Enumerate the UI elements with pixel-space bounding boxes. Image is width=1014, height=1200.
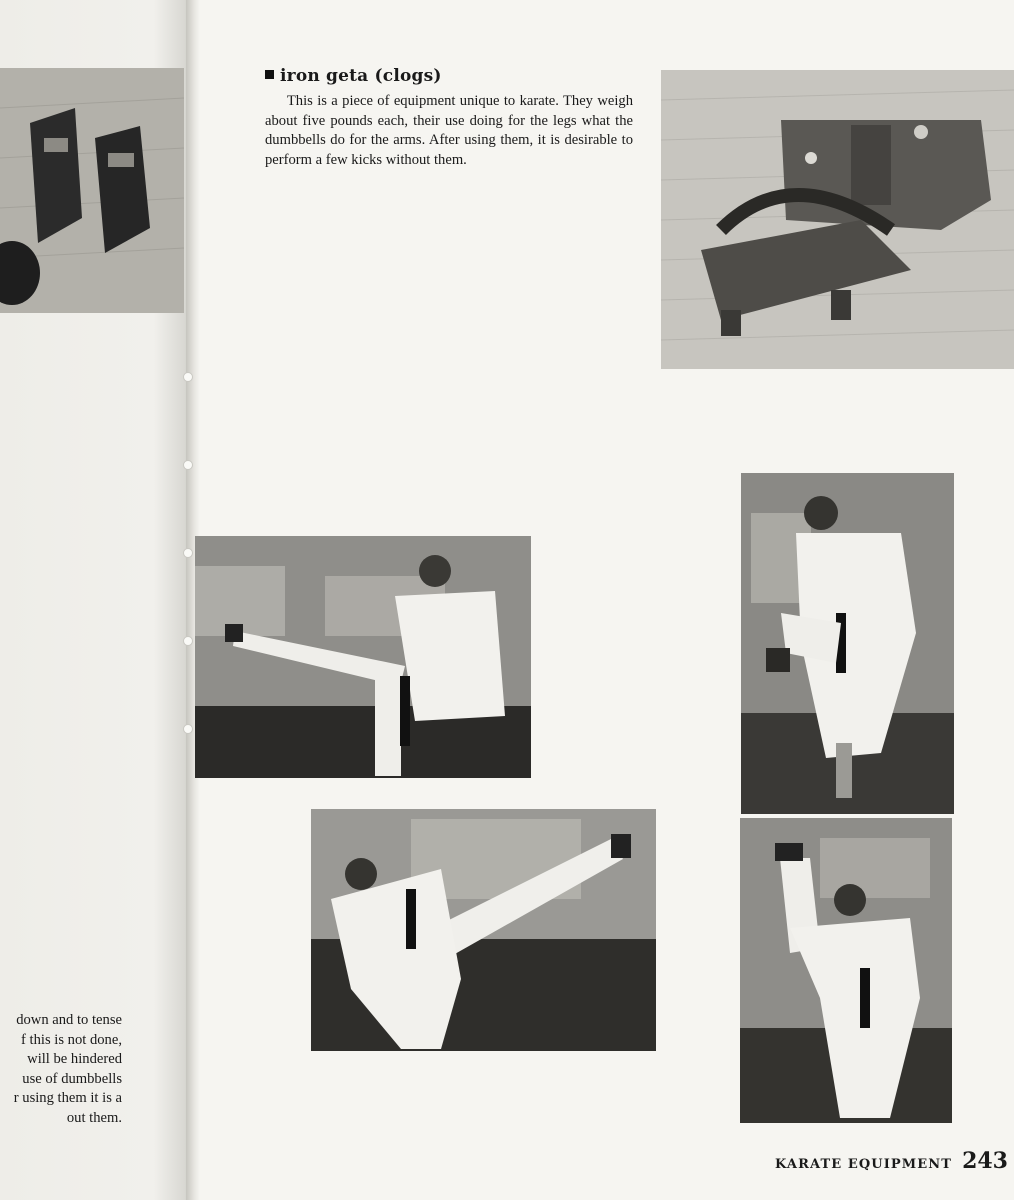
body-paragraph: This is a piece of equipment unique to karate. They weigh about five pounds each, their use doing for the legs what the dumbbells do for the arms. After using them, it is desirable to perform a few kicks without them. [265,93,633,168]
knee-raise-photo [741,473,954,814]
binding-hole [183,460,193,470]
page-footer [775,1148,1008,1174]
binding-hole [183,636,193,646]
section-heading [265,66,442,86]
binding-hole [183,724,193,734]
prev-page-equipment-photo [0,68,184,313]
page-number: 243 [962,1148,1008,1174]
previous-page-line: use of dumbbells [22,1070,122,1087]
previous-page-text [0,1011,122,1128]
previous-page-line: will be hindered [27,1051,122,1067]
front-kick-photo [740,818,952,1123]
side-kick-photo [195,536,531,778]
binding-hole [183,548,193,558]
high-side-kick-photo [311,809,656,1051]
previous-page-line: r using them it is a [13,1090,122,1106]
previous-page-line: out them. [66,1109,122,1126]
binding-hole [183,372,193,382]
section-heading-text: iron geta (clogs) [280,66,442,86]
previous-page-line: f this is not done, [21,1031,122,1048]
square-bullet-icon [265,70,274,79]
footer-section-title: KARATE EQUIPMENT [775,1157,953,1172]
previous-page-line: down and to tense [16,1012,122,1028]
iron-geta-photo [661,70,1014,369]
